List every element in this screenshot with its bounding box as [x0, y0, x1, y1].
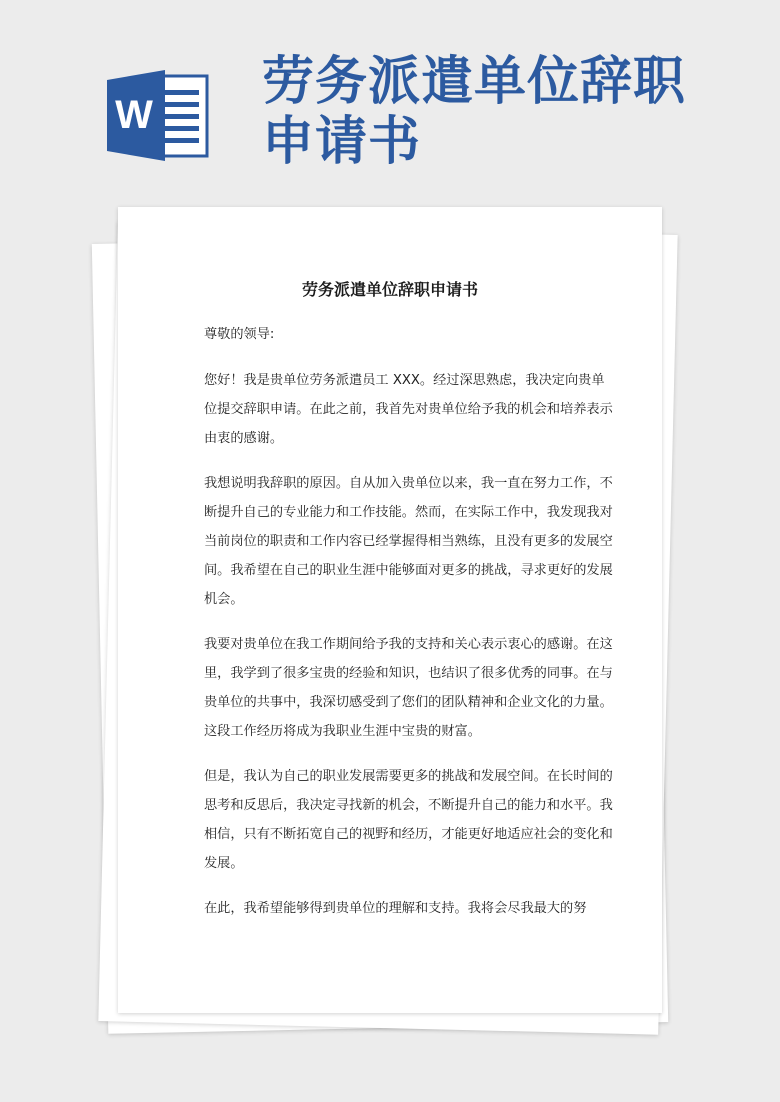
paragraph: 我想说明我辞职的原因。自从加入贵单位以来，我一直在努力工作，不断提升自己的专业能力和工作技能。然而，在实际工作中，我发现我对当前岗位的职责和工作内容已经掌握得相当熟练，且没有更多的发展空间。我希望在自己的职业生涯中能够面对更多的挑战，寻求更好的发展机会。: [204, 476, 613, 607]
header-banner: [0, 0, 780, 200]
document-title: 劳务派遣单位辞职申请书: [301, 280, 478, 299]
word-document-icon: [107, 68, 209, 163]
paragraph: 您好！我是贵单位劳务派遣员工 XXX。经过深思熟虑，我决定向贵单位提交辞职申请。在此之前，我首先对贵单位给予我的机会和培养表示由衷的感谢。: [204, 373, 613, 446]
page-title: 劳务派遣单位辞职申请书: [262, 51, 687, 172]
word-icon-letter: W: [115, 93, 153, 137]
paragraph: 但是，我认为自己的职业发展需要更多的挑战和发展空间。在长时间的思考和反思后，我决定寻找新的机会，不断提升自己的能力和水平。我相信，只有不断拓宽自己的视野和经历，才能更好地适应社会的变化和发展。: [204, 769, 613, 871]
paragraph: 我要对贵单位在我工作期间给予我的支持和关心表示衷心的感谢。在这里，我学到了很多宝贵的经验和知识，也结识了很多优秀的同事。在与贵单位的共事中，我深切感受到了您们的团队精神和企业文化的力量。这段工作经历将成为我职业生涯中宝贵的财富。: [204, 637, 613, 739]
salutation: 尊敬的领导:: [204, 327, 275, 342]
document-body: [204, 320, 614, 939]
paragraph: 在此，我希望能够得到贵单位的理解和支持。我将会尽我最大的努: [204, 901, 587, 916]
document-page: [118, 207, 662, 1013]
